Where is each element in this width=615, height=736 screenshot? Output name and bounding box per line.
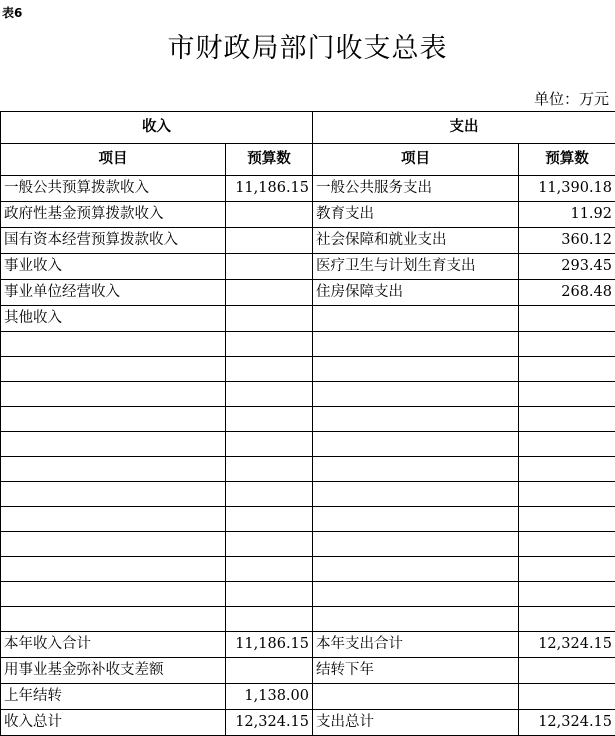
income-value-cell — [226, 432, 313, 457]
expenditure-value-cell — [519, 407, 615, 432]
fund-row — [1, 658, 615, 684]
income-value-cell — [226, 202, 313, 228]
expenditure-value-cell: 268.48 — [519, 280, 615, 306]
expenditure-value-cell: 11,390.18 — [519, 176, 615, 202]
fund-balance-label: 用事业基金弥补收支差额 — [1, 658, 226, 684]
income-value-cell — [226, 332, 313, 357]
table-number-label: 表6 — [2, 4, 22, 21]
expenditure-value-cell — [519, 532, 615, 557]
expenditure-item-cell: 医疗卫生与计划生育支出 — [313, 254, 519, 280]
table-row — [1, 280, 615, 306]
table-row — [1, 407, 615, 432]
column-header-row — [1, 144, 615, 176]
expenditure-item-cell — [313, 557, 519, 582]
table-row — [1, 432, 615, 457]
income-value-cell — [226, 228, 313, 254]
section-header-row — [1, 112, 615, 144]
carry-next-year-label: 结转下年 — [313, 658, 519, 684]
expenditure-item-cell — [313, 432, 519, 457]
table-row — [1, 532, 615, 557]
expenditure-item-cell — [313, 457, 519, 482]
expenditure-value-cell — [519, 607, 615, 632]
income-item-header: 项目 — [1, 144, 226, 176]
table-row — [1, 357, 615, 382]
income-item-cell — [1, 607, 226, 632]
income-item-cell — [1, 482, 226, 507]
document-title: 市财政局部门收支总表 — [0, 26, 615, 65]
expenditure-value-cell — [519, 482, 615, 507]
budget-table — [0, 111, 615, 736]
income-item-cell: 一般公共预算拨款收入 — [1, 176, 226, 202]
income-item-cell: 政府性基金预算拨款收入 — [1, 202, 226, 228]
table-row — [1, 482, 615, 507]
table-row — [1, 557, 615, 582]
year-income-total-label: 本年收入合计 — [1, 632, 226, 658]
income-value-cell — [226, 457, 313, 482]
income-item-cell — [1, 407, 226, 432]
last-year-row — [1, 684, 615, 710]
empty-cell — [313, 684, 519, 710]
income-value-cell — [226, 280, 313, 306]
income-value-cell — [226, 407, 313, 432]
expenditure-item-cell — [313, 607, 519, 632]
income-item-cell — [1, 557, 226, 582]
income-section-header: 收入 — [1, 112, 313, 144]
income-value-cell — [226, 557, 313, 582]
grand-expenditure-total-label: 支出总计 — [313, 710, 519, 736]
expenditure-value-cell: 360.12 — [519, 228, 615, 254]
table-row — [1, 228, 615, 254]
income-item-cell — [1, 532, 226, 557]
expenditure-value-cell: 11.92 — [519, 202, 615, 228]
year-total-row — [1, 632, 615, 658]
year-income-total-value: 11,186.15 — [226, 632, 313, 658]
expenditure-value-cell — [519, 357, 615, 382]
expenditure-value-cell — [519, 557, 615, 582]
fund-balance-value — [226, 658, 313, 684]
year-expenditure-total-value: 12,324.15 — [519, 632, 615, 658]
table-row — [1, 507, 615, 532]
unit-label: 单位：万元 — [534, 88, 609, 109]
expenditure-value-cell — [519, 507, 615, 532]
table-row — [1, 176, 615, 202]
expenditure-budget-header: 预算数 — [519, 144, 615, 176]
income-item-cell — [1, 357, 226, 382]
income-value-cell — [226, 306, 313, 332]
expenditure-value-cell — [519, 306, 615, 332]
table-row — [1, 332, 615, 357]
income-value-cell — [226, 382, 313, 407]
expenditure-item-cell — [313, 582, 519, 607]
expenditure-value-cell: 293.45 — [519, 254, 615, 280]
table-row — [1, 382, 615, 407]
income-item-cell — [1, 332, 226, 357]
last-year-carryover-label: 上年结转 — [1, 684, 226, 710]
last-year-carryover-value: 1,138.00 — [226, 684, 313, 710]
income-value-cell — [226, 254, 313, 280]
table-row — [1, 202, 615, 228]
table-row — [1, 457, 615, 482]
table-row — [1, 306, 615, 332]
income-value-cell — [226, 482, 313, 507]
income-value-cell — [226, 582, 313, 607]
expenditure-item-cell — [313, 332, 519, 357]
income-item-cell — [1, 507, 226, 532]
income-item-cell — [1, 432, 226, 457]
expenditure-item-cell — [313, 357, 519, 382]
year-expenditure-total-label: 本年支出合计 — [313, 632, 519, 658]
income-value-cell — [226, 532, 313, 557]
income-item-cell — [1, 457, 226, 482]
empty-cell — [519, 684, 615, 710]
expenditure-section-header: 支出 — [313, 112, 615, 144]
grand-total-row — [1, 710, 615, 736]
expenditure-item-cell — [313, 382, 519, 407]
carry-next-year-value — [519, 658, 615, 684]
income-item-cell: 事业单位经营收入 — [1, 280, 226, 306]
expenditure-value-cell — [519, 382, 615, 407]
income-value-cell — [226, 507, 313, 532]
grand-income-total-label: 收入总计 — [1, 710, 226, 736]
table-row — [1, 607, 615, 632]
income-item-cell — [1, 582, 226, 607]
expenditure-item-cell: 教育支出 — [313, 202, 519, 228]
income-item-cell — [1, 382, 226, 407]
expenditure-item-cell — [313, 482, 519, 507]
income-value-cell — [226, 607, 313, 632]
income-value-cell: 11,186.15 — [226, 176, 313, 202]
income-budget-header: 预算数 — [226, 144, 313, 176]
expenditure-value-cell — [519, 582, 615, 607]
expenditure-value-cell — [519, 432, 615, 457]
grand-expenditure-total-value: 12,324.15 — [519, 710, 615, 736]
income-item-cell: 国有资本经营预算拨款收入 — [1, 228, 226, 254]
income-item-cell: 事业收入 — [1, 254, 226, 280]
expenditure-item-cell — [313, 507, 519, 532]
expenditure-value-cell — [519, 332, 615, 357]
expenditure-value-cell — [519, 457, 615, 482]
expenditure-item-cell: 一般公共服务支出 — [313, 176, 519, 202]
table-row — [1, 582, 615, 607]
income-value-cell — [226, 357, 313, 382]
expenditure-item-cell — [313, 306, 519, 332]
expenditure-item-header: 项目 — [313, 144, 519, 176]
table-row — [1, 254, 615, 280]
expenditure-item-cell: 社会保障和就业支出 — [313, 228, 519, 254]
income-item-cell: 其他收入 — [1, 306, 226, 332]
grand-income-total-value: 12,324.15 — [226, 710, 313, 736]
expenditure-item-cell — [313, 532, 519, 557]
expenditure-item-cell — [313, 407, 519, 432]
expenditure-item-cell: 住房保障支出 — [313, 280, 519, 306]
